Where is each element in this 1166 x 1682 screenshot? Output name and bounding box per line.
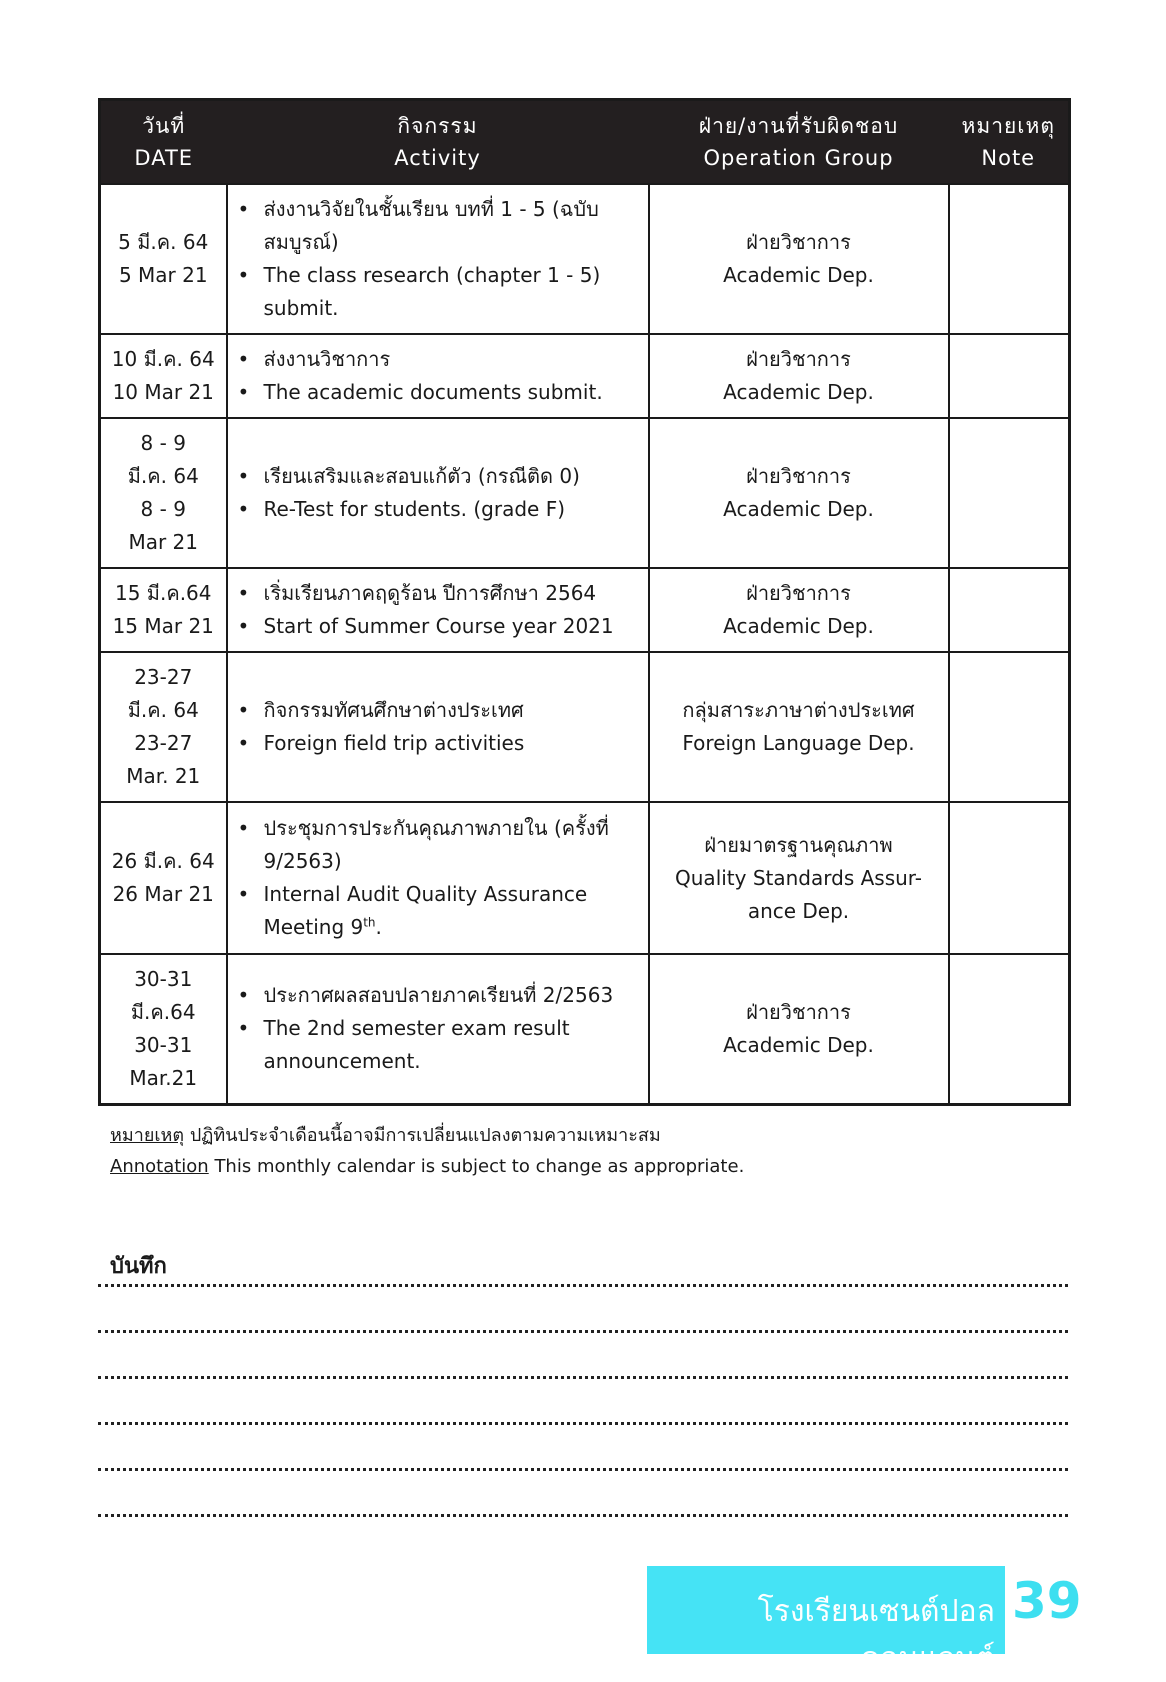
footer-school-banner	[647, 1566, 1005, 1676]
table-header-row	[100, 100, 1070, 185]
calendar-sheet	[98, 98, 1068, 1106]
note-cell	[949, 184, 1070, 334]
memo-line	[98, 1376, 1068, 1379]
note-cell	[949, 954, 1070, 1104]
table-row	[100, 802, 1070, 954]
table-row	[100, 652, 1070, 802]
note-cell	[949, 568, 1070, 652]
date-cell: 15 มี.ค.64 15 Mar 21	[100, 568, 227, 652]
ordinal-suffix: th	[363, 915, 376, 930]
group-cell: ฝ่ายวิชาการ Academic Dep.	[649, 568, 949, 652]
header-date: วันที่ DATE	[100, 100, 227, 185]
date-cell: 23-27 มี.ค. 64 23-27 Mar. 21	[100, 652, 227, 802]
activity-cell: • เริ่มเรียนภาคฤดูร้อน ปีการศึกษา 2564 • Start of Summer Course year 2021	[227, 568, 649, 652]
activity-cell: • กิจกรรมทัศนศึกษาต่างประเทศ • Foreign field trip activities	[227, 652, 649, 802]
table-row	[100, 334, 1070, 418]
group-cell: ฝ่ายวิชาการ Academic Dep.	[649, 184, 949, 334]
table-row	[100, 418, 1070, 568]
header-note: หมายเหตุ Note	[949, 100, 1070, 185]
note-cell	[949, 334, 1070, 418]
school-name: โรงเรียนเซนต์ปอลคอนแวนต์	[757, 1594, 995, 1676]
activity-cell: • ประชุมการประกันคุณภาพภายใน (ครั้งที่ 9/2563) • Internal Audit Quality Assurance Meeting 9th.	[227, 802, 649, 954]
group-cell: ฝ่ายวิชาการ Academic Dep.	[649, 418, 949, 568]
page-number: 39	[1012, 1572, 1082, 1630]
date-cell: 10 มี.ค. 64 10 Mar 21	[100, 334, 227, 418]
note-cell	[949, 802, 1070, 954]
table-row	[100, 954, 1070, 1104]
group-cell: ฝ่ายมาตรฐานคุณภาพ Quality Standards Assur- ance Dep.	[649, 802, 949, 954]
date-cell: 5 มี.ค. 64 5 Mar 21	[100, 184, 227, 334]
remark-th-label: หมายเหตุ	[110, 1125, 185, 1146]
date-cell: 26 มี.ค. 64 26 Mar 21	[100, 802, 227, 954]
table-row	[100, 568, 1070, 652]
note-cell	[949, 418, 1070, 568]
activity-calendar-table	[98, 98, 1071, 1106]
group-cell: ฝ่ายวิชาการ Academic Dep.	[649, 954, 949, 1104]
memo-line	[98, 1468, 1068, 1471]
remark-block	[110, 1120, 744, 1182]
table-row	[100, 184, 1070, 334]
memo-line	[98, 1422, 1068, 1425]
memo-line	[98, 1330, 1068, 1333]
note-cell	[949, 652, 1070, 802]
header-activity: กิจกรรม Activity	[227, 100, 649, 185]
remark-en-label: Annotation	[110, 1156, 209, 1177]
remark-th-text: ปฏิทินประจำเดือนนี้อาจมีการเปลี่ยนแปลงตามความเหมาะสม	[184, 1125, 661, 1146]
group-cell: กลุ่มสาระภาษาต่างประเทศ Foreign Language Dep.	[649, 652, 949, 802]
date-cell: 8 - 9 มี.ค. 64 8 - 9 Mar 21	[100, 418, 227, 568]
remark-en-text: This monthly calendar is subject to change as appropriate.	[208, 1156, 745, 1177]
date-cell: 30-31 มี.ค.64 30-31 Mar.21	[100, 954, 227, 1104]
activity-cell: • ประกาศผลสอบปลายภาคเรียนที่ 2/2563 • The 2nd semester exam result announcement.	[227, 954, 649, 1104]
memo-line	[98, 1514, 1068, 1517]
activity-cell: • เรียนเสริมและสอบแก้ตัว (กรณีติด 0) • Re-Test for students. (grade F)	[227, 418, 649, 568]
memo-title: บันทึก	[110, 1254, 167, 1279]
activity-cell: • ส่งงานวิชาการ • The academic documents submit.	[227, 334, 649, 418]
group-cell: ฝ่ายวิชาการ Academic Dep.	[649, 334, 949, 418]
header-operation-group: ฝ่าย/งานที่รับผิดชอบ Operation Group	[649, 100, 949, 185]
activity-cell: • ส่งงานวิจัยในชั้นเรียน บทที่ 1 - 5 (ฉบับสมบูรณ์) • The class research (chapter 1 - 5) submit.	[227, 184, 649, 334]
memo-line	[98, 1284, 1068, 1287]
